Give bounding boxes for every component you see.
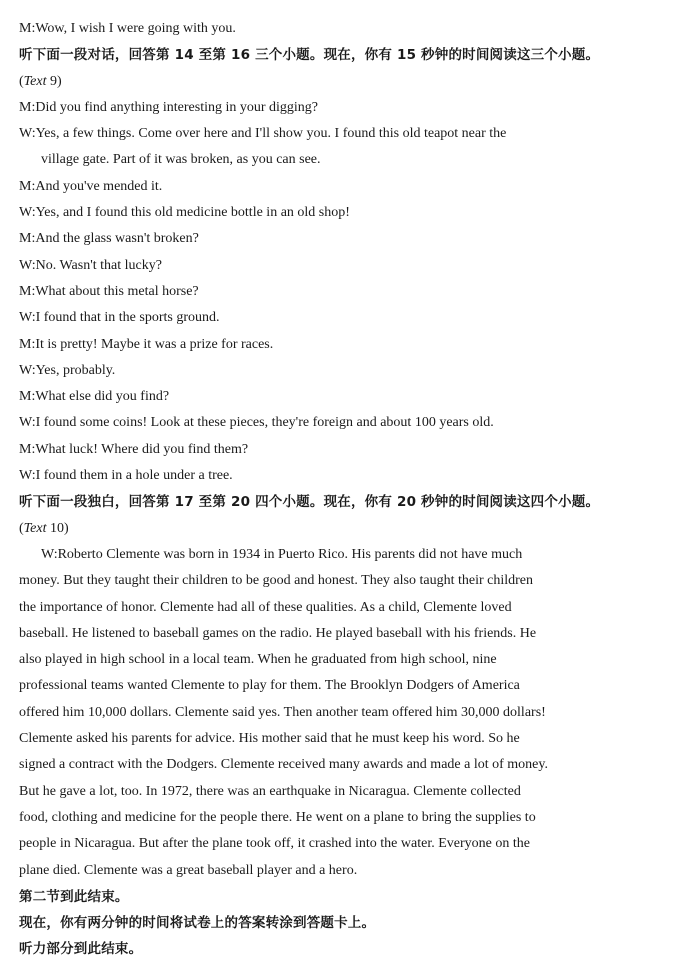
dialogue-line: W:I found some coins! Look at these pieces, they're foreign and about 100 years old.: [19, 415, 494, 431]
dialogue-line: M:What luck! Where did you find them?: [19, 441, 249, 457]
dialogue-line: M:And the glass wasn't broken?: [19, 231, 199, 247]
monologue-line-first: [19, 542, 660, 568]
dialogue-line: M:It is pretty! Maybe it was a prize for races.: [19, 336, 274, 352]
section-end-note: 第二节到此结束。: [19, 888, 129, 905]
monologue-line: also played in high school in a local team. When he graduated from high school, nine: [19, 652, 497, 668]
monologue-line: signed a contract with the Dodgers. Clemente received many awards and made a lot of money.: [19, 757, 548, 773]
monologue-line: baseball. He listened to baseball games on the radio. He played baseball with his friends. He: [19, 625, 537, 641]
monologue-line: people in Nicaragua. But after the plane took off, it crashed into the water. Everyone on the: [19, 836, 530, 852]
text-10-num: 10): [46, 520, 69, 536]
text-9-num: 9): [46, 73, 62, 89]
text-9-word: Text: [23, 73, 47, 89]
dialogue-line: W:I found them in a hole under a tree.: [19, 468, 233, 484]
dialogue-line: W:Yes, a few things. Come over here and I'll show you. I found this old teapot near the: [19, 126, 507, 142]
text-10-word: Text: [23, 520, 47, 536]
monologue-line: But he gave a lot, too. In 1972, there was an earthquake in Nicaragua. Clemente collected: [19, 783, 521, 799]
dialogue-line: W:Yes, probably.: [19, 362, 116, 378]
dialogue-line: M:What about this metal horse?: [19, 283, 199, 299]
monologue-line: food, clothing and medicine for the people there. He went on a plane to bring the supplies to: [19, 809, 536, 825]
dialogue-line: W:I found that in the sports ground.: [19, 310, 220, 326]
dialogue-line-wow: M:Wow, I wish I were going with you.: [19, 21, 236, 36]
listening-end-note: 听力部分到此结束。: [19, 941, 143, 958]
monologue-line: plane died. Clemente was a great baseball player and a hero.: [19, 862, 358, 878]
monologue-line: offered him 10,000 dollars. Clemente said yes. Then another team offered him 30,000 dollars!: [19, 704, 546, 720]
text-9-label: [19, 69, 660, 95]
instruction-questions-17-20: 听下面一段独白，回答第 17 至第 20 四个小题。现在，你有 20 秒钟的时间阅读这四个小题。: [19, 494, 600, 511]
dialogue-line: M:And you've mended it.: [19, 178, 163, 194]
answer-transfer-note: 现在，你有两分钟的时间将试卷上的答案转涂到答题卡上。: [19, 915, 376, 932]
text-10-label: [19, 516, 660, 542]
text-9-open: (: [19, 73, 24, 89]
text-9-dialogue: [19, 95, 660, 489]
monologue-line: professional teams wanted Clemente to play for them. The Brooklyn Dodgers of America: [19, 678, 520, 694]
dialogue-line: M:What else did you find?: [19, 389, 170, 405]
dialogue-line: W:No. Wasn't that lucky?: [19, 257, 162, 273]
dialogue-line: W:Yes, and I found this old medicine bottle in an old shop!: [19, 205, 350, 221]
dialogue-line-continued: village gate. Part of it was broken, as you can see.: [41, 152, 321, 168]
monologue-line-text: W:Roberto Clemente was born in 1934 in Puerto Rico. His parents did not have much: [41, 546, 523, 562]
monologue-line: Clemente asked his parents for advice. His mother said that he must keep his word. So he: [19, 731, 520, 747]
monologue-line: the importance of honor. Clemente had all of these qualities. As a child, Clemente loved: [19, 599, 512, 615]
instruction-questions-14-16: 听下面一段对话，回答第 14 至第 16 三个小题。现在，你有 15 秒钟的时间阅读这三个小题。: [19, 47, 600, 64]
dialogue-line: M:Did you find anything interesting in your digging?: [19, 99, 319, 115]
monologue-line: money. But they taught their children to be good and honest. They also taught their children: [19, 573, 533, 589]
text-10-monologue: [19, 542, 660, 884]
text-10-open: (: [19, 520, 24, 536]
